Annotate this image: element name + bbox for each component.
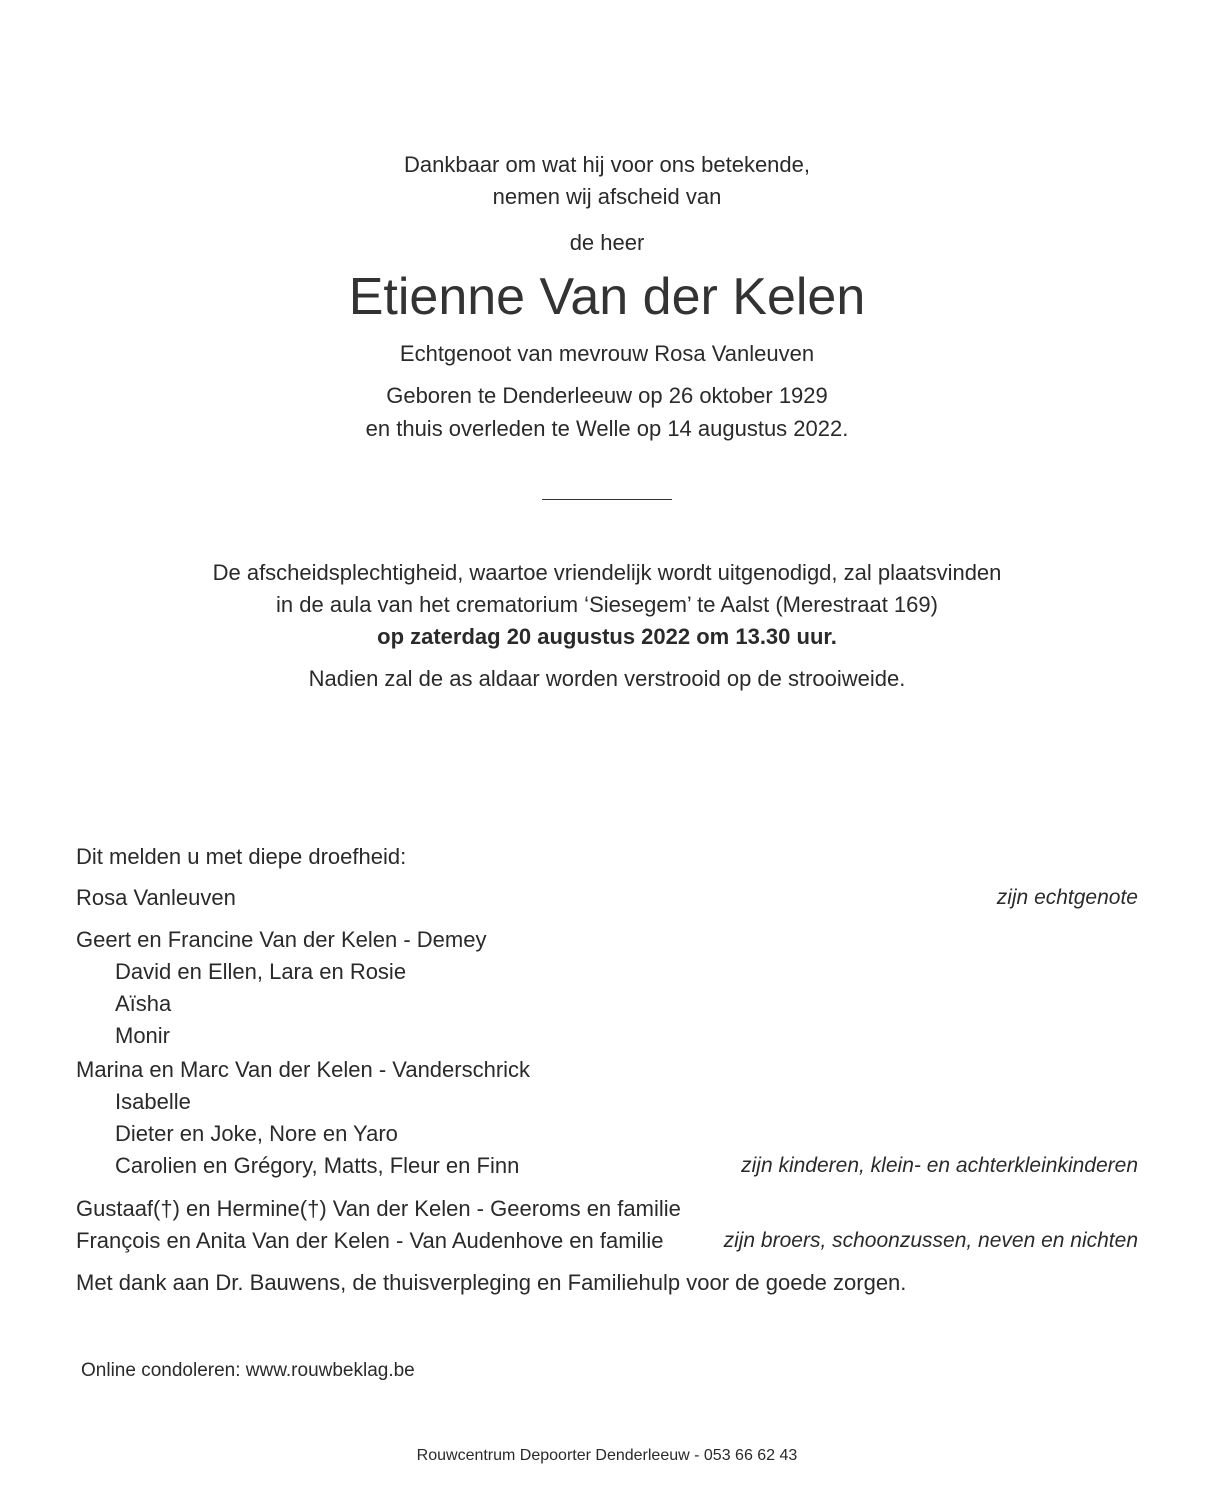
grandchild-1a: David en Ellen, Lara en Rosie	[115, 959, 407, 984]
family-child-1: Geert en Francine Van der Kelen - Demey	[76, 927, 487, 952]
divider-rule	[542, 499, 672, 500]
thanks-line: Met dank aan Dr. Bauwens, de thuisverpleging en Familiehulp voor de goede zorgen.	[76, 1270, 907, 1295]
death-line: en thuis overleden te Welle op 14 augustus 2022.	[365, 416, 849, 441]
grandchild-2b: Dieter en Joke, Nore en Yaro	[115, 1121, 398, 1146]
ceremony-date: op zaterdag 20 augustus 2022 om 13.30 uur.	[377, 624, 837, 649]
grandchild-2a: Isabelle	[115, 1089, 191, 1114]
grandchild-2c: Carolien en Grégory, Matts, Fleur en Finn	[115, 1153, 520, 1178]
family-sibling-2: François en Anita Van der Kelen - Van Audenhove en familie	[76, 1228, 664, 1253]
family-sibling-1: Gustaaf(†) en Hermine(†) Van der Kelen - Geeroms en familie	[76, 1196, 681, 1221]
honorific: de heer	[569, 230, 645, 255]
birth-line: Geboren te Denderleeuw op 26 oktober 1929	[386, 383, 828, 408]
grandchild-1b: Aïsha	[115, 991, 172, 1016]
footer-undertaker: Rouwcentrum Depoorter Denderleeuw - 053 66 62 43	[416, 1447, 798, 1464]
ceremony-line-2: in de aula van het crematorium ‘Siesegem’ te Aalst (Merestraat 169)	[276, 592, 938, 617]
intro-line-2: nemen wij afscheid van	[492, 184, 722, 209]
children-role: zijn kinderen, klein- en achterkleinkinderen	[741, 1154, 1138, 1177]
siblings-role: zijn broers, schoonzussen, neven en nichten	[723, 1229, 1138, 1252]
spouse-line: Echtgenoot van mevrouw Rosa Vanleuven	[399, 341, 815, 366]
intro-line-1: Dankbaar om wat hij voor ons betekende,	[403, 152, 810, 177]
spouse-role: zijn echtgenote	[996, 886, 1138, 909]
ceremony-after: Nadien zal de as aldaar worden verstrooid op de strooiweide.	[308, 666, 906, 691]
grandchild-1c: Monir	[115, 1023, 171, 1048]
family-child-2: Marina en Marc Van der Kelen - Vanderschrick	[76, 1057, 531, 1082]
family-header: Dit melden u met diepe droefheid:	[76, 844, 407, 869]
online-condolence: Online condoleren: www.rouwbeklag.be	[81, 1360, 415, 1381]
deceased-name: Etienne Van der Kelen	[348, 268, 866, 326]
ceremony-line-1: De afscheidsplechtigheid, waartoe vriendelijk wordt uitgenodigd, zal plaatsvinden	[212, 560, 1002, 585]
family-spouse: Rosa Vanleuven	[76, 885, 236, 910]
